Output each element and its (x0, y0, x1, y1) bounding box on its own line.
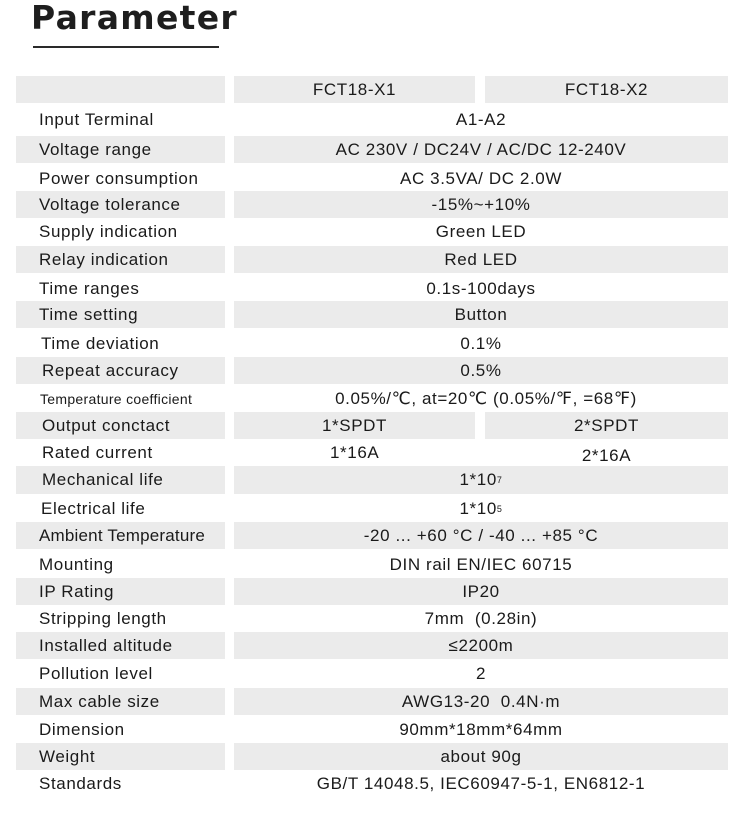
table-row (0, 770, 750, 797)
table-row (0, 660, 750, 687)
row-label: Mounting (39, 554, 114, 574)
table-row (0, 551, 750, 578)
table-row (0, 716, 750, 743)
table-row (0, 330, 750, 357)
row-value: ≤2200m (234, 632, 728, 659)
table-header-row (0, 76, 750, 103)
row-value-x2: 2*SPDT (485, 412, 728, 439)
row-value: -20 ... +60 °C / -40 ... +85 °C (234, 522, 728, 549)
row-label: Installed altitude (16, 632, 225, 659)
row-label: Voltage tolerance (16, 191, 225, 218)
row-label: Output conctact (16, 412, 225, 439)
row-value: Red LED (234, 246, 728, 273)
row-label: Weight (16, 743, 225, 770)
table-row (0, 385, 750, 412)
row-label: Power consumption (39, 168, 199, 188)
row-label: Relay indication (16, 246, 225, 273)
table-row (0, 632, 750, 659)
row-value: about 90g (234, 743, 728, 770)
row-value: AWG13-20 0.4N·m (234, 688, 728, 715)
table-row (0, 605, 750, 632)
table-row (0, 246, 750, 273)
row-label: IP Rating (16, 578, 225, 605)
row-value-x1: 1*SPDT (234, 412, 475, 439)
table-row (0, 165, 750, 192)
table-row (0, 743, 750, 770)
row-label: Rated current (42, 442, 153, 462)
table-row (0, 412, 750, 439)
row-label: Standards (39, 773, 122, 793)
row-value: 1*10 7 (234, 466, 728, 494)
row-label: Time ranges (39, 278, 140, 298)
table-row (0, 357, 750, 384)
row-label: Mechanical life (16, 466, 225, 494)
header-model-x2: FCT18-X2 (485, 76, 728, 103)
row-value: 1*10 5 (459, 498, 503, 518)
table-row (0, 439, 750, 466)
table-row (0, 688, 750, 715)
row-label: Time setting (16, 301, 225, 328)
row-value: 0.1% (460, 333, 502, 353)
header-model-x1: FCT18-X1 (234, 76, 475, 103)
row-value: AC 3.5VA/ DC 2.0W (400, 168, 562, 188)
table-row (0, 578, 750, 605)
row-value: 90mm*18mm*64mm (399, 719, 563, 739)
row-label: Repeat accuracy (16, 357, 225, 384)
row-label: Stripping length (39, 608, 167, 628)
row-value: IP20 (234, 578, 728, 605)
row-value: Green LED (435, 221, 527, 241)
value-base: 1*10 (459, 470, 497, 489)
table-row (0, 275, 750, 302)
table-row (0, 107, 750, 133)
row-label: Supply indication (39, 221, 178, 241)
row-value: 0.05%/℃, at=20℃ (0.05%/℉, =68℉) (335, 388, 637, 408)
table-row (0, 522, 750, 549)
row-label: Time deviation (41, 333, 160, 353)
row-label: Pollution level (39, 663, 153, 683)
row-value: 2 (475, 663, 487, 683)
table-row (0, 301, 750, 328)
row-value-x1: 1*16A (330, 442, 380, 462)
row-label: Max cable size (16, 688, 225, 715)
row-label: Electrical life (41, 498, 146, 518)
row-value: -15%~+10% (234, 191, 728, 218)
row-value: 0.1s-100days (426, 278, 536, 298)
row-value: 7mm (0.28in) (424, 608, 538, 628)
page-title: Parameter (31, 0, 239, 37)
row-label: Dimension (39, 719, 125, 739)
table-row (0, 191, 750, 218)
row-value: A1-A2 (455, 110, 507, 129)
row-value: Button (234, 301, 728, 328)
row-label: Voltage range (16, 136, 225, 163)
row-value: 0.5% (234, 357, 728, 384)
row-label: Input Terminal (39, 110, 154, 129)
header-label-cell (16, 76, 225, 103)
table-row (0, 495, 750, 522)
row-value: DIN rail EN/IEC 60715 (389, 554, 573, 574)
value-base: 1*10 (459, 498, 497, 518)
row-value: AC 230V / DC24V / AC/DC 12-240V (234, 136, 728, 163)
row-label: Temperature coefficient (40, 390, 193, 407)
row-value: GB/T 14048.5, IEC60947-5-1, EN6812-1 (316, 773, 646, 793)
row-value-x2: 2*16A (581, 445, 632, 465)
table-row (0, 466, 750, 494)
row-label: Ambient Temperature (16, 522, 225, 549)
table-row (0, 218, 750, 245)
table-row (0, 136, 750, 163)
